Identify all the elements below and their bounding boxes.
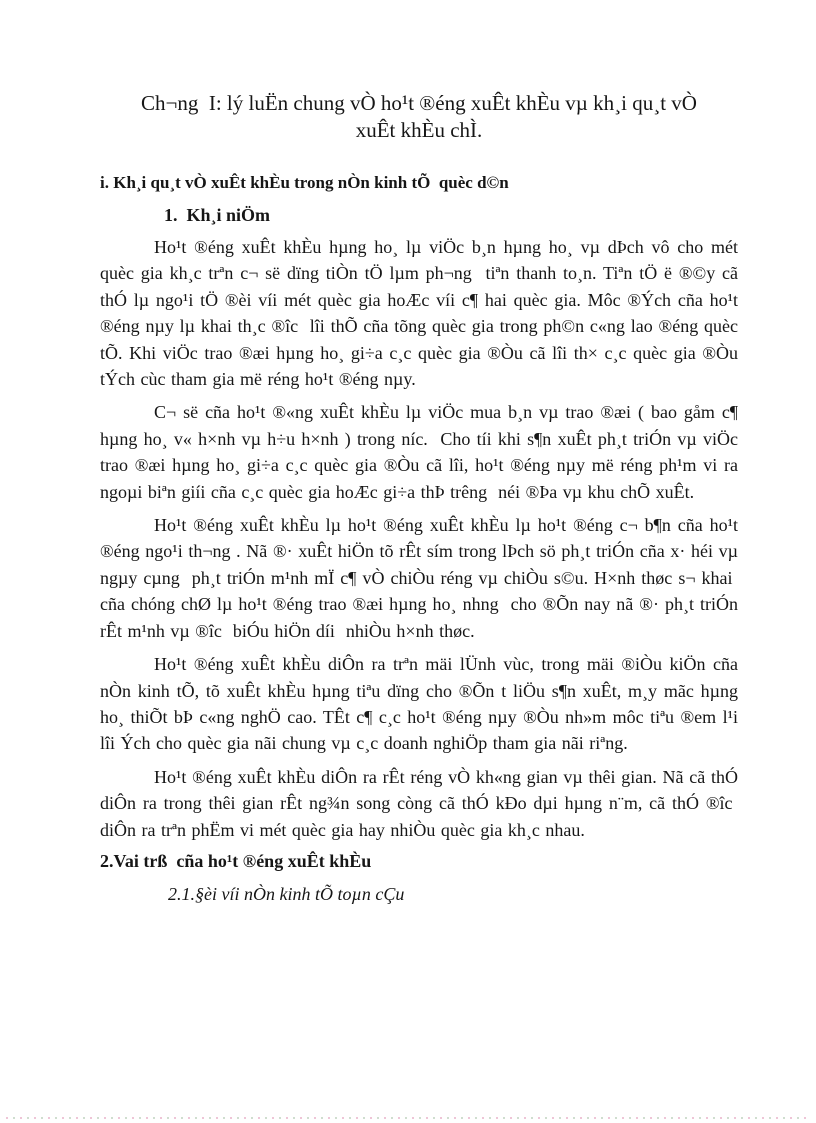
heading-2-1-doi-voi-nen-kinh-te: 2.1.§èi víi nÒn kinh tÕ toµn cÇu <box>168 883 405 904</box>
paragraph-4: Ho¹t ®éng xuÊt khÈu diÔn ra trªn mäi lÜnh vùc, trong mäi ®iÒu kiÖn cña nÒn kinh tÕ, tõ xuÊt khÈu hµng tiªu dïng cho ®Õn t liÖu s¶n xuÊt, m¸y mãc hµng ho¸ thiÕt bÞ c«ng nghÖ cao. TÊt c¶ c¸c ho¹t ®éng nµy ®Òu nh»m môc tiªu ®em l¹i lîi Ých cho quèc gia nãi chung vµ c¸c doanh nghiÖp tham gia nãi riªng. <box>100 654 738 754</box>
heading-1-khai-niem: 1. Kh¸i niÖm <box>164 205 271 225</box>
chapter-title <box>100 90 738 144</box>
heading-2-vai-tro: 2.Vai trß cña ho¹t ®éng xuÊt khÈu <box>100 850 372 871</box>
chapter-title-line-2: xuÊt khÈu chÌ. <box>355 118 483 142</box>
paragraph-5: Ho¹t ®éng xuÊt khÈu diÔn ra rÊt réng vÒ kh«ng gian vµ thêi gian. Nã cã thÓ diÔn ra trong thêi gian rÊt ng¾n song còng cã thÓ kÐo dµi hµng n¨m, cã thÓ ®îc diÔn ra trªn phËm vi mét quèc gia hay nhiÒu quèc gia kh¸c nhau. <box>100 766 738 840</box>
page-break-divider <box>6 1117 810 1119</box>
paragraph-3: Ho¹t ®éng xuÊt khÈu lµ ho¹t ®éng xuÊt khÈu lµ ho¹t ®éng c¬ b¶n cña ho¹t ®éng ngo¹i th¬ng . Nã ®· xuÊt hiÖn tõ rÊt sím trong lÞch sö ph¸t triÓn cña x· héi vµ ngµy cµng ph¸t triÓn m¹nh mÏ c¶ vÒ chiÒu réng vµ chiÒu s©u. H×nh thøc s¬ khai cña chóng chØ lµ ho¹t ®éng trao ®æi hµng ho¸ nhng cho ®Õn nay nã ®· ph¸t triÓn rÊt m¹nh vµ ®îc biÓu hiÖn díi nhiÒu h×nh thøc. <box>100 515 738 641</box>
section-heading-i: i. Kh¸i qu¸t vÒ xuÊt khÈu trong nÒn kinh tÕ quèc d©n <box>100 173 509 192</box>
paragraph-1: Ho¹t ®éng xuÊt khÈu hµng ho¸ lµ viÖc b¸n hµng ho¸ vµ dÞch vô cho mét quèc gia kh¸c trªn c¬ së dïng tiÒn tÖ lµm ph¬ng tiªn thanh to¸n. Tiªn tÖ ë ®©y cã thÓ lµ ngo¹i tÖ ®èi víi mét quèc gia hoÆc víi c¶ hai quèc gia. Môc ®Ých cña ho¹t ®éng nµy lµ khai th¸c ®îc lîi thÕ cña tõng quèc gia trong ph©n c«ng lao ®éng quèc tÕ. Khi viÖc trao ®æi hµng ho¸ gi÷a c¸c quèc gia ®Òu cã lîi th× c¸c quèc gia ®Òu tÝch cùc tham gia më réng ho¹t ®éng nµy. <box>100 237 738 390</box>
paragraph-2: C¬ së cña ho¹t ®«ng xuÊt khÈu lµ viÖc mua b¸n vµ trao ®æi ( bao gåm c¶ hµng ho¸ v« h×nh vµ h÷u h×nh ) trong níc. Cho tíi khi s¶n xuÊt ph¸t triÓn vµ viÖc trao ®æi hµng ho¸ gi÷a c¸c quèc gia ®Òu cã lîi, ho¹t ®éng nµy më réng ph¹m vi ra ngoµi biªn giíi cña c¸c quèc gia hoÆc gi÷a thÞ trêng néi ®Þa vµ khu chÕ xuÊt. <box>100 402 738 502</box>
document-body <box>100 90 738 906</box>
chapter-title-line-1: Ch¬ng I: lý luËn chung vÒ ho¹t ®éng xuÊt khÈu vµ kh¸i qu¸t vÒ <box>141 91 697 115</box>
